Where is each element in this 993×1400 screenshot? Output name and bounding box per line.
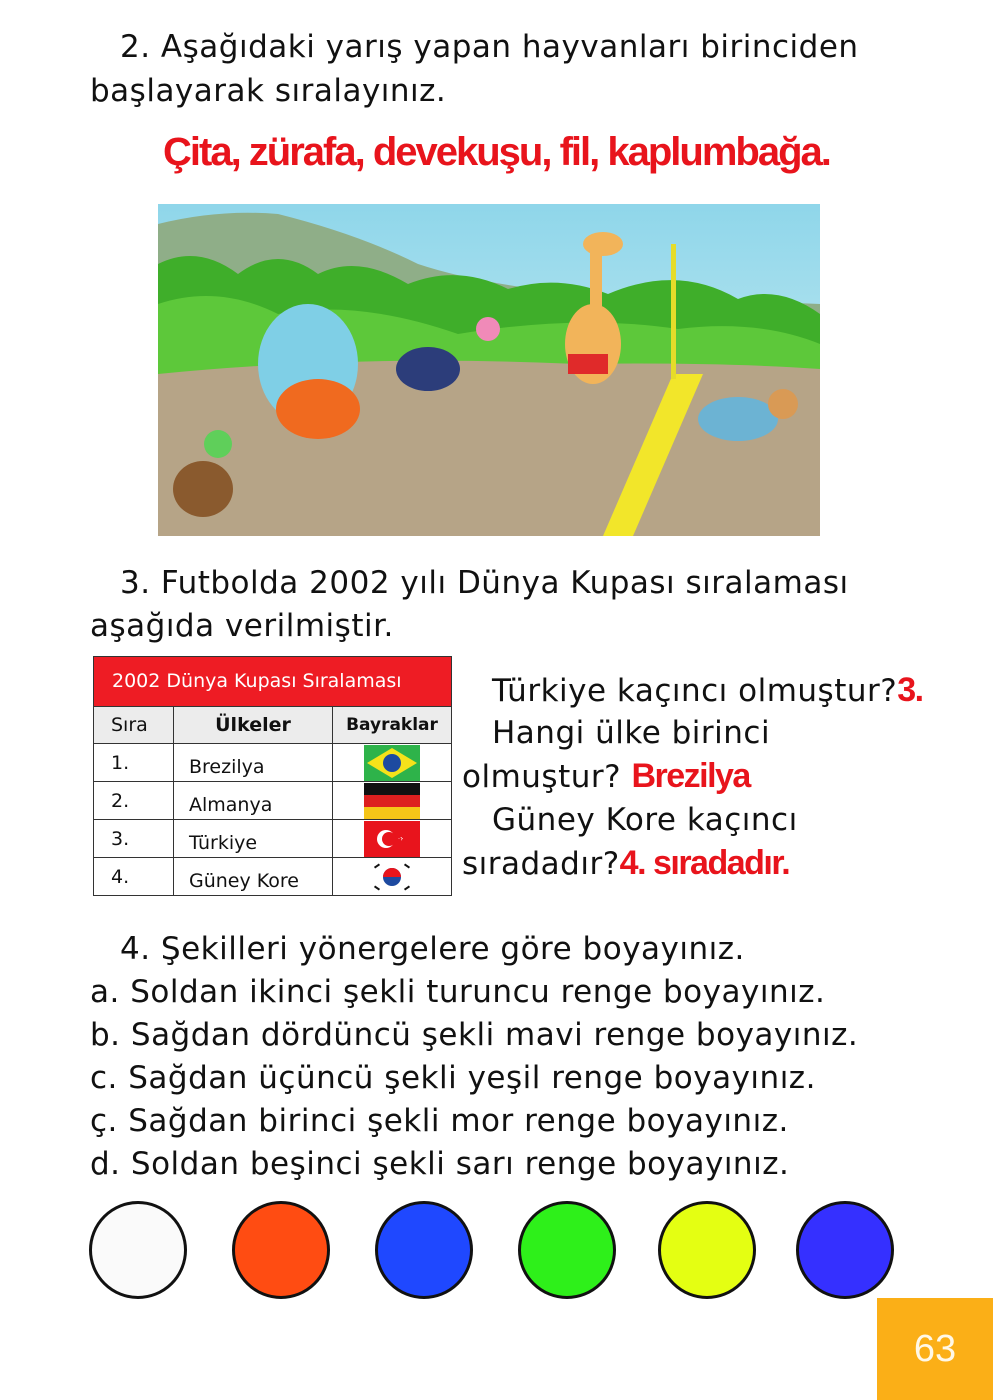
- table-row: [94, 782, 451, 820]
- q2-line2: başlayarak sıralayınız.: [90, 73, 447, 109]
- table-row: [94, 858, 451, 895]
- q2-answer: Çita, zürafa, devekuşu, fil, kaplumbağa.: [163, 130, 830, 174]
- world-cup-table: [93, 656, 452, 896]
- q4-item-d: d. Soldan beşinci şekli sarı renge boyayınız.: [90, 1146, 790, 1182]
- q3-answer-a: 3.: [897, 671, 923, 709]
- south-korea-flag-icon: [364, 859, 420, 895]
- q4-item-c: c. Sağdan üçüncü şekli yeşil renge boyayınız.: [90, 1060, 816, 1096]
- q4-title: 4. Şekilleri yönergelere göre boyayınız.: [120, 931, 745, 967]
- q2-line1: 2. Aşağıdaki yarış yapan hayvanları birinciden: [120, 29, 859, 65]
- race-scene-icon: [158, 204, 820, 536]
- shape-3-blue[interactable]: [375, 1201, 473, 1299]
- q4-item-b: b. Sağdan dördüncü şekli mavi renge boyayınız.: [90, 1017, 859, 1053]
- shape-1-white[interactable]: [89, 1201, 187, 1299]
- table-title: 2002 Dünya Kupası Sıralaması: [94, 657, 451, 707]
- country-cell: Türkiye: [174, 820, 333, 857]
- q3-question-c1: Güney Kore kaçıncı: [492, 802, 798, 838]
- rank-cell: 1.: [94, 744, 174, 781]
- header-flags: Bayraklar: [346, 715, 438, 735]
- shape-6-purple[interactable]: [796, 1201, 894, 1299]
- table-row: [94, 820, 451, 858]
- table-header-row: [94, 707, 451, 744]
- header-rank: Sıra: [94, 707, 174, 743]
- q3-line1: 3. Futbolda 2002 yılı Dünya Kupası sıralaması: [120, 565, 849, 601]
- shape-2-orange[interactable]: [232, 1201, 330, 1299]
- q3-question-a: Türkiye kaçıncı olmuştur?3.: [492, 671, 923, 709]
- rank-cell: 4.: [94, 858, 174, 895]
- q3-line2: aşağıda verilmiştir.: [90, 608, 394, 644]
- turkey-flag-icon: [364, 821, 420, 857]
- q4-item-a: a. Soldan ikinci şekli turuncu renge boyayınız.: [90, 974, 826, 1010]
- header-country: Ülkeler: [174, 707, 333, 743]
- country-cell: Brezilya: [174, 744, 333, 781]
- q3-answer-b: Brezilya: [631, 757, 750, 795]
- country-cell: Güney Kore: [174, 858, 333, 895]
- germany-flag-icon: [364, 783, 420, 819]
- q3-question-b1: Hangi ülke birinci: [492, 715, 771, 751]
- shape-4-green[interactable]: [518, 1201, 616, 1299]
- q3-answer-c: 4. sıradadır.: [619, 844, 790, 882]
- brazil-flag-icon: [364, 745, 420, 781]
- rank-cell: 2.: [94, 782, 174, 819]
- country-cell: Almanya: [174, 782, 333, 819]
- shape-5-yellow[interactable]: [658, 1201, 756, 1299]
- rank-cell: 3.: [94, 820, 174, 857]
- q3-question-b2: olmuştur? Brezilya: [462, 757, 750, 795]
- race-illustration: [158, 204, 820, 536]
- q3-question-c2: sıradadır?4. sıradadır.: [462, 844, 790, 882]
- q4-item-cc: ç. Sağdan birinci şekli mor renge boyayınız.: [90, 1103, 789, 1139]
- table-row: [94, 744, 451, 782]
- page-number: 63: [877, 1298, 993, 1400]
